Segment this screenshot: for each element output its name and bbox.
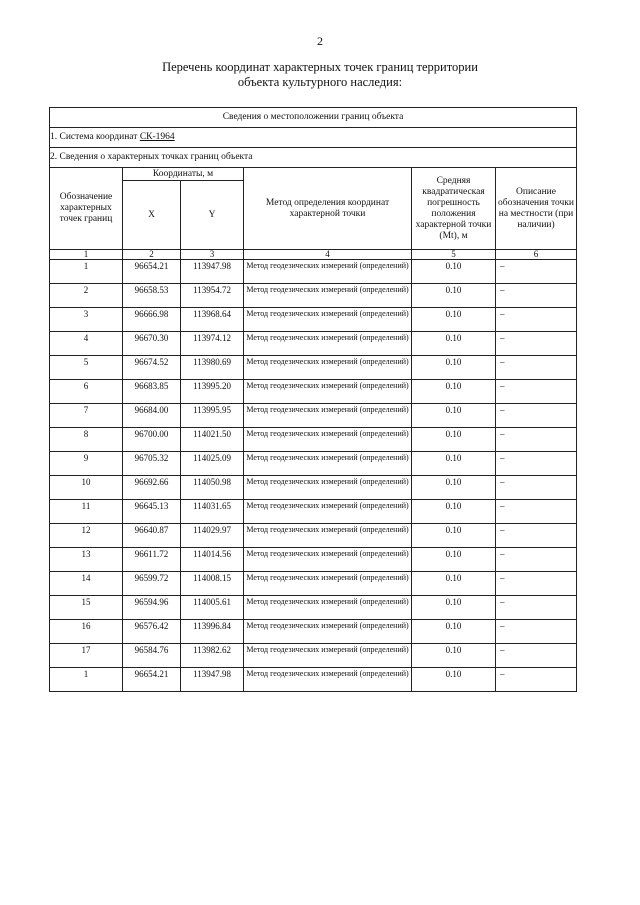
coord-system-name: СК-1964 bbox=[139, 132, 175, 143]
method-text: Метод геодезических измерений (определений) bbox=[244, 284, 412, 308]
table-row bbox=[50, 524, 577, 548]
method-text: Метод геодезических измерений (определений) bbox=[244, 380, 412, 404]
error-value: 0.10 bbox=[412, 668, 496, 692]
coord-y: 114029.97 bbox=[181, 524, 244, 548]
table-row bbox=[50, 548, 577, 572]
point-designation: 11 bbox=[50, 500, 123, 524]
error-value: 0.10 bbox=[412, 500, 496, 524]
table-row bbox=[50, 404, 577, 428]
header-method: Метод определения координат характерной точки bbox=[244, 168, 412, 250]
coord-y: 114025.09 bbox=[181, 452, 244, 476]
method-text: Метод геодезических измерений (определений) bbox=[244, 548, 412, 572]
coord-y: 113947.98 bbox=[181, 668, 244, 692]
point-designation: 12 bbox=[50, 524, 123, 548]
point-designation: 9 bbox=[50, 452, 123, 476]
method-text: Метод геодезических измерений (определений) bbox=[244, 476, 412, 500]
point-designation: 7 bbox=[50, 404, 123, 428]
error-value: 0.10 bbox=[412, 620, 496, 644]
coord-x: 96684.00 bbox=[123, 404, 181, 428]
coord-x: 96599.72 bbox=[123, 572, 181, 596]
points-section: 2. Сведения о характерных точках границ объекта bbox=[50, 148, 577, 168]
header-x: X bbox=[123, 181, 181, 250]
method-text: Метод геодезических измерений (определений) bbox=[244, 308, 412, 332]
table-row bbox=[50, 452, 577, 476]
method-text: Метод геодезических измерений (определений) bbox=[244, 404, 412, 428]
page-number: 2 bbox=[317, 34, 323, 48]
point-description: – bbox=[496, 332, 577, 356]
coord-x: 96654.21 bbox=[123, 668, 181, 692]
coord-y: 114005.61 bbox=[181, 596, 244, 620]
method-text: Метод геодезических измерений (определений) bbox=[244, 596, 412, 620]
table-row bbox=[50, 332, 577, 356]
coord-x: 96645.13 bbox=[123, 500, 181, 524]
error-value: 0.10 bbox=[412, 596, 496, 620]
coord-y: 113996.84 bbox=[181, 620, 244, 644]
error-value: 0.10 bbox=[412, 452, 496, 476]
point-designation: 16 bbox=[50, 620, 123, 644]
point-description: – bbox=[496, 500, 577, 524]
coord-x: 96705.32 bbox=[123, 452, 181, 476]
point-description: – bbox=[496, 308, 577, 332]
error-value: 0.10 bbox=[412, 476, 496, 500]
point-designation: 2 bbox=[50, 284, 123, 308]
column-number-row bbox=[50, 250, 577, 260]
coord-x: 96611.72 bbox=[123, 548, 181, 572]
coord-y: 114014.56 bbox=[181, 548, 244, 572]
point-description: – bbox=[496, 476, 577, 500]
method-text: Метод геодезических измерений (определений) bbox=[244, 644, 412, 668]
coord-y: 113982.62 bbox=[181, 644, 244, 668]
coord-x: 96576.42 bbox=[123, 620, 181, 644]
error-value: 0.10 bbox=[412, 524, 496, 548]
table-row bbox=[50, 284, 577, 308]
coord-y: 114008.15 bbox=[181, 572, 244, 596]
method-text: Метод геодезических измерений (определений) bbox=[244, 620, 412, 644]
point-description: – bbox=[496, 596, 577, 620]
point-description: – bbox=[496, 644, 577, 668]
point-designation: 10 bbox=[50, 476, 123, 500]
column-number: 2 bbox=[123, 250, 181, 260]
point-designation: 17 bbox=[50, 644, 123, 668]
point-description: – bbox=[496, 260, 577, 284]
coord-x: 96670.30 bbox=[123, 332, 181, 356]
points-section-row bbox=[50, 148, 577, 168]
table-row bbox=[50, 668, 577, 692]
table-row bbox=[50, 380, 577, 404]
method-text: Метод геодезических измерений (определений) bbox=[244, 500, 412, 524]
point-description: – bbox=[496, 428, 577, 452]
method-text: Метод геодезических измерений (определений) bbox=[244, 572, 412, 596]
column-number: 3 bbox=[181, 250, 244, 260]
method-text: Метод геодезических измерений (определений) bbox=[244, 260, 412, 284]
coord-x: 96674.52 bbox=[123, 356, 181, 380]
point-designation: 3 bbox=[50, 308, 123, 332]
header-error: Средняя квадратическая погрешность положения характерной точки (Mt), м bbox=[412, 168, 496, 250]
coord-x: 96654.21 bbox=[123, 260, 181, 284]
error-value: 0.10 bbox=[412, 548, 496, 572]
table-row bbox=[50, 356, 577, 380]
section-header-row bbox=[50, 108, 577, 128]
table-row bbox=[50, 572, 577, 596]
error-value: 0.10 bbox=[412, 356, 496, 380]
coord-x: 96700.00 bbox=[123, 428, 181, 452]
coord-system-row bbox=[50, 128, 577, 148]
error-value: 0.10 bbox=[412, 428, 496, 452]
table-row bbox=[50, 644, 577, 668]
point-description: – bbox=[496, 452, 577, 476]
header-coords: Координаты, м bbox=[123, 168, 244, 181]
title-line-2: объекта культурного наследия: bbox=[237, 75, 403, 89]
section-header: Сведения о местоположении границ объекта bbox=[50, 108, 577, 128]
coord-y: 113995.95 bbox=[181, 404, 244, 428]
error-value: 0.10 bbox=[412, 404, 496, 428]
coord-y: 114031.65 bbox=[181, 500, 244, 524]
coord-y: 114050.98 bbox=[181, 476, 244, 500]
table-row bbox=[50, 476, 577, 500]
method-text: Метод геодезических измерений (определений) bbox=[244, 668, 412, 692]
document-title bbox=[0, 60, 640, 90]
table-row bbox=[50, 620, 577, 644]
point-designation: 1 bbox=[50, 260, 123, 284]
method-text: Метод геодезических измерений (определений) bbox=[244, 452, 412, 476]
header-row-1 bbox=[50, 168, 577, 181]
coord-x: 96666.98 bbox=[123, 308, 181, 332]
coordinates-table bbox=[49, 107, 577, 692]
point-designation: 15 bbox=[50, 596, 123, 620]
table-row bbox=[50, 428, 577, 452]
coord-y: 113995.20 bbox=[181, 380, 244, 404]
coord-y: 114021.50 bbox=[181, 428, 244, 452]
column-number: 1 bbox=[50, 250, 123, 260]
error-value: 0.10 bbox=[412, 644, 496, 668]
coord-system-prefix: 1. Система координат bbox=[50, 132, 140, 143]
error-value: 0.10 bbox=[412, 308, 496, 332]
error-value: 0.10 bbox=[412, 380, 496, 404]
point-designation: 13 bbox=[50, 548, 123, 572]
error-value: 0.10 bbox=[412, 332, 496, 356]
header-description: Описание обозначения точки на местности (при наличии) bbox=[496, 168, 577, 250]
coord-x: 96584.76 bbox=[123, 644, 181, 668]
method-text: Метод геодезических измерений (определений) bbox=[244, 428, 412, 452]
point-designation: 4 bbox=[50, 332, 123, 356]
point-description: – bbox=[496, 380, 577, 404]
point-description: – bbox=[496, 524, 577, 548]
coord-y: 113947.98 bbox=[181, 260, 244, 284]
column-number: 5 bbox=[412, 250, 496, 260]
coord-x: 96594.96 bbox=[123, 596, 181, 620]
point-designation: 5 bbox=[50, 356, 123, 380]
title-line-1: Перечень координат характерных точек границ территории bbox=[162, 60, 478, 74]
error-value: 0.10 bbox=[412, 284, 496, 308]
table-row bbox=[50, 260, 577, 284]
point-description: – bbox=[496, 668, 577, 692]
column-number: 4 bbox=[244, 250, 412, 260]
table-row bbox=[50, 596, 577, 620]
coord-y: 113954.72 bbox=[181, 284, 244, 308]
point-designation: 14 bbox=[50, 572, 123, 596]
header-y: Y bbox=[181, 181, 244, 250]
header-designation: Обозначение характерных точек границ bbox=[50, 168, 123, 250]
table-row bbox=[50, 308, 577, 332]
point-designation: 6 bbox=[50, 380, 123, 404]
coord-system bbox=[50, 128, 577, 148]
point-description: – bbox=[496, 620, 577, 644]
point-description: – bbox=[496, 404, 577, 428]
point-description: – bbox=[496, 548, 577, 572]
point-designation: 8 bbox=[50, 428, 123, 452]
point-designation: 1 bbox=[50, 668, 123, 692]
method-text: Метод геодезических измерений (определений) bbox=[244, 356, 412, 380]
method-text: Метод геодезических измерений (определений) bbox=[244, 332, 412, 356]
point-description: – bbox=[496, 356, 577, 380]
error-value: 0.10 bbox=[412, 260, 496, 284]
table-row bbox=[50, 500, 577, 524]
coord-x: 96640.87 bbox=[123, 524, 181, 548]
error-value: 0.10 bbox=[412, 572, 496, 596]
coord-y: 113980.69 bbox=[181, 356, 244, 380]
coord-y: 113968.64 bbox=[181, 308, 244, 332]
method-text: Метод геодезических измерений (определений) bbox=[244, 524, 412, 548]
point-description: – bbox=[496, 572, 577, 596]
coord-x: 96683.85 bbox=[123, 380, 181, 404]
coord-y: 113974.12 bbox=[181, 332, 244, 356]
coord-x: 96658.53 bbox=[123, 284, 181, 308]
column-number: 6 bbox=[496, 250, 577, 260]
coord-x: 96692.66 bbox=[123, 476, 181, 500]
point-description: – bbox=[496, 284, 577, 308]
